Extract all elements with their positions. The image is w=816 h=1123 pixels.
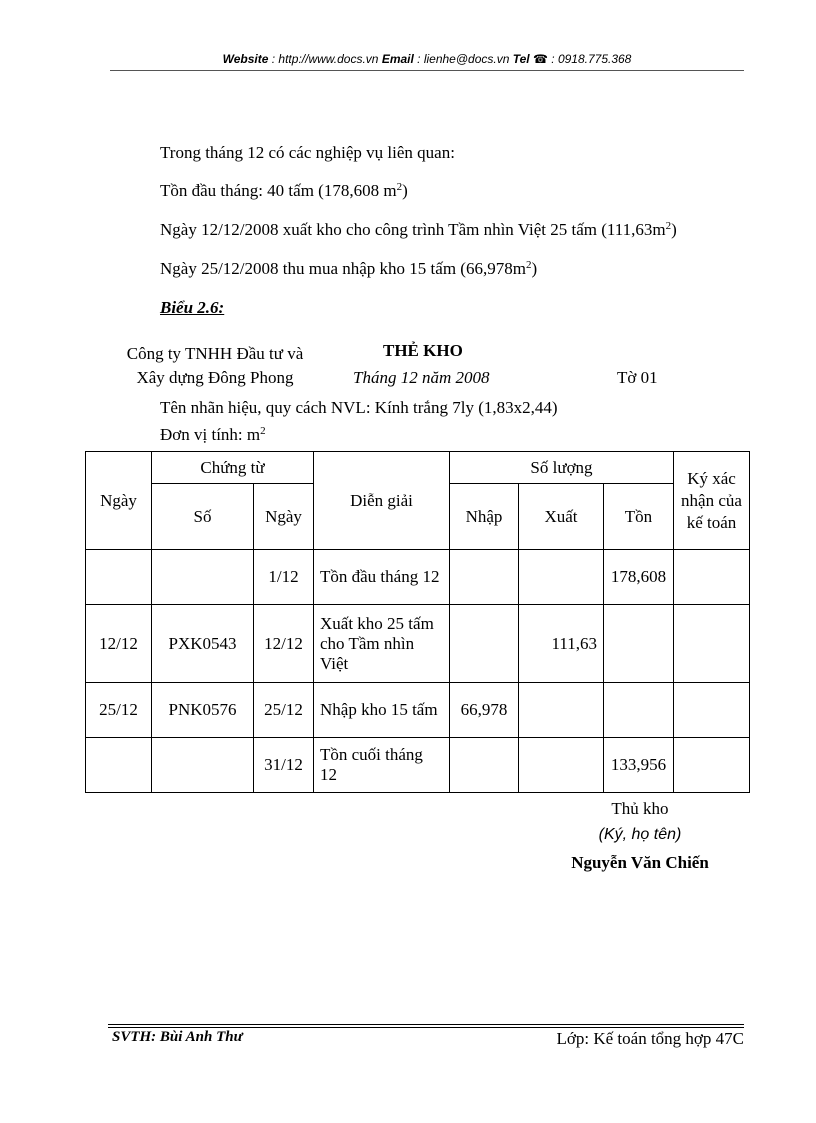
figure-label: Biểu 2.6:	[160, 298, 225, 317]
col-header-ngay-ct: Ngày	[254, 484, 314, 550]
cell-ngay-ct: 31/12	[254, 738, 314, 793]
cell-dien-giai: Tồn đầu tháng 12	[314, 550, 450, 605]
cell-xuat	[519, 550, 604, 605]
col-header-ngay: Ngày	[86, 452, 152, 550]
superscript: 2	[525, 259, 532, 271]
stock-card-table	[85, 451, 750, 793]
col-header-so: Số	[152, 484, 254, 550]
unit-of-measure	[160, 425, 266, 445]
company-line-2: Xây dựng Đông Phong	[136, 368, 294, 387]
cell-nhap	[450, 550, 519, 605]
cell-nhap: 66,978	[450, 683, 519, 738]
intro-line-4	[160, 259, 537, 279]
cell-ngay	[86, 550, 152, 605]
cell-ky	[674, 738, 750, 793]
email-link[interactable]: : lienhe@docs.vn	[413, 52, 513, 66]
cell-ngay: 25/12	[86, 683, 152, 738]
cell-xuat	[519, 738, 604, 793]
cell-ton	[604, 605, 674, 683]
tel-label: Tel	[512, 52, 530, 66]
col-header-ky-xac-nhan: Ký xác nhận của kế toán	[674, 452, 750, 550]
cell-ky	[674, 683, 750, 738]
page-header	[110, 52, 744, 66]
cell-so: PXK0543	[152, 605, 254, 683]
table-row	[86, 683, 750, 738]
material-spec: Tên nhãn hiệu, quy cách NVL: Kính trắng 7ly (1,83x2,44)	[160, 398, 558, 417]
cell-dien-giai: Tồn cuối tháng 12	[314, 738, 450, 793]
cell-ngay-ct: 1/12	[254, 550, 314, 605]
cell-nhap	[450, 605, 519, 683]
website-label: Website	[222, 52, 269, 66]
cell-dien-giai: Nhập kho 15 tấm	[314, 683, 450, 738]
cell-ton	[604, 683, 674, 738]
phone-icon: ☎	[532, 52, 548, 66]
website-link[interactable]: : http://www.docs.vn	[268, 52, 382, 66]
footer-class: Lớp: Kế toán tổng hợp 47C	[556, 1029, 744, 1048]
intro-line-2-text: Tồn đầu tháng: 40 tấm (178,608 m	[160, 181, 397, 200]
col-header-xuat: Xuất	[519, 484, 604, 550]
col-header-chung-tu: Chứng từ	[152, 452, 314, 484]
cell-ngay-ct: 25/12	[254, 683, 314, 738]
cell-so	[152, 738, 254, 793]
card-month: Tháng 12 năm 2008	[353, 368, 490, 387]
cell-nhap	[450, 738, 519, 793]
table-row	[86, 550, 750, 605]
company-line-1: Công ty TNHH Đầu tư và	[126, 344, 304, 363]
footer-divider	[108, 1024, 744, 1025]
header-divider	[110, 70, 744, 71]
email-label: Email	[381, 52, 414, 66]
cell-so: PNK0576	[152, 683, 254, 738]
cell-ngay	[86, 738, 152, 793]
intro-line-4-text: Ngày 25/12/2008 thu mua nhập kho 15 tấm (66,978m	[160, 259, 526, 278]
signature-title: Thủ kho	[611, 799, 669, 818]
intro-line-2	[160, 181, 408, 201]
unit-text: Đơn vị tính: m	[160, 425, 261, 444]
close-paren: )	[671, 220, 677, 239]
cell-so	[152, 550, 254, 605]
intro-line-3-text: Ngày 12/12/2008 xuất kho cho công trình Tầm nhìn Việt 25 tấm (111,63m	[160, 220, 666, 239]
signature-name: Nguyễn Văn Chiến	[571, 853, 709, 872]
cell-dien-giai: Xuất kho 25 tấm cho Tầm nhìn Việt	[314, 605, 450, 683]
cell-ky	[674, 550, 750, 605]
footer-student: SVTH: Bùi Anh Thư	[112, 1029, 243, 1045]
col-header-nhap: Nhập	[450, 484, 519, 550]
col-header-dien-giai: Diễn giải	[314, 452, 450, 550]
cell-xuat: 111,63	[519, 605, 604, 683]
cell-xuat	[519, 683, 604, 738]
close-paren: )	[531, 259, 538, 278]
col-header-ton: Tồn	[604, 484, 674, 550]
cell-ky	[674, 605, 750, 683]
cell-ton: 133,956	[604, 738, 674, 793]
close-paren: )	[402, 181, 408, 200]
header-row-1	[86, 452, 750, 484]
cell-ngay: 12/12	[86, 605, 152, 683]
phone-number: : 0918.775.368	[547, 52, 632, 66]
superscript: 2	[665, 220, 672, 232]
table-row	[86, 605, 750, 683]
intro-line-1: Trong tháng 12 có các nghiệp vụ liên quan:	[160, 143, 455, 162]
col-header-so-luong: Số lượng	[450, 452, 674, 484]
superscript: 2	[396, 181, 403, 193]
cell-ton: 178,608	[604, 550, 674, 605]
company-name	[100, 342, 330, 390]
intro-line-3	[160, 220, 677, 240]
signature-note: (Ký, họ tên)	[598, 826, 682, 843]
card-title: THẺ KHO	[383, 341, 463, 360]
cell-ngay-ct: 12/12	[254, 605, 314, 683]
table-row	[86, 738, 750, 793]
sheet-number: Tờ 01	[617, 368, 658, 387]
superscript: 2	[260, 425, 266, 437]
footer-divider	[108, 1027, 744, 1028]
